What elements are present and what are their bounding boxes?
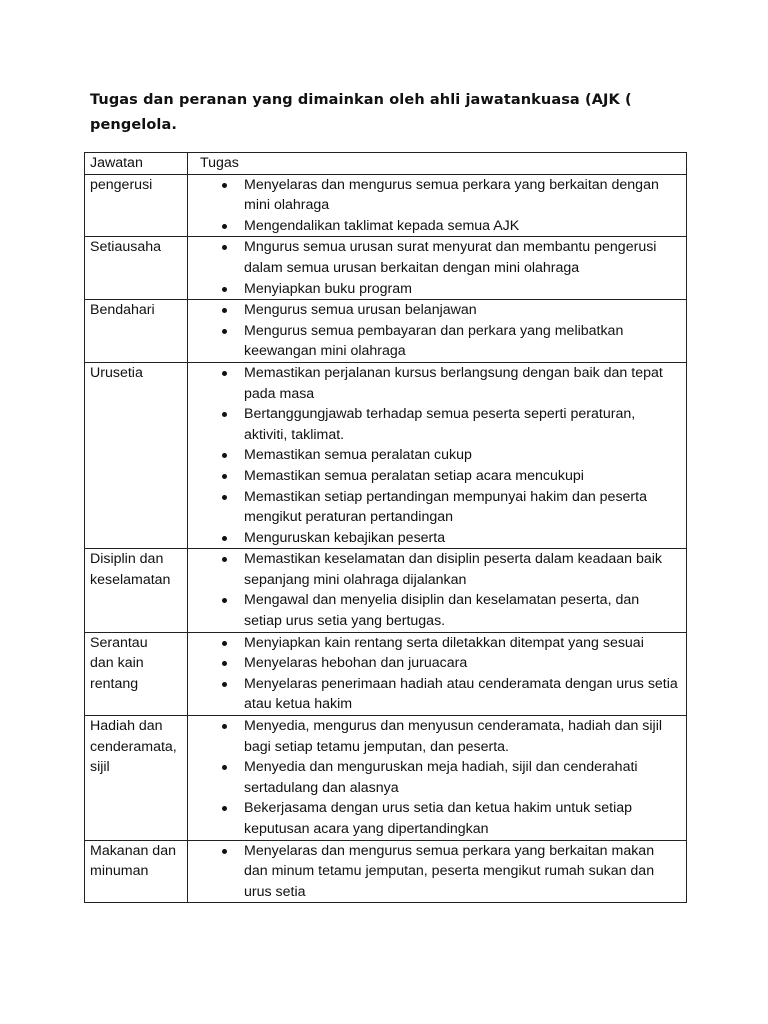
role-label-line: dan kain	[90, 655, 144, 672]
bullet-icon	[222, 536, 227, 541]
role-cell	[85, 300, 188, 363]
header-tugas: Tugas	[188, 153, 687, 175]
task-text: Mengawal dan menyelia disiplin dan keselamatan peserta, dan setiap urus setia yang bertugas.	[244, 592, 640, 630]
role-cell	[85, 716, 188, 841]
bullet-icon	[222, 183, 227, 188]
document-title	[90, 88, 690, 138]
bullet-icon	[222, 641, 227, 646]
bullet-icon	[222, 598, 227, 603]
task-text: Mengendalikan taklimat kepada semua AJK	[244, 217, 520, 234]
task-list	[193, 549, 682, 631]
bullet-icon	[222, 495, 227, 500]
list-item	[193, 633, 678, 654]
bullet-icon	[222, 474, 227, 479]
table-row	[85, 840, 687, 903]
list-item	[193, 445, 678, 466]
bullet-icon	[222, 308, 227, 313]
table-row	[85, 362, 687, 548]
table-row	[85, 549, 687, 632]
role-cell	[85, 362, 188, 548]
task-list	[193, 300, 682, 362]
table-row	[85, 300, 687, 363]
task-list	[193, 716, 682, 840]
role-cell	[85, 840, 188, 903]
role-label-line: pengerusi	[90, 176, 153, 193]
title-line-1: Tugas dan peranan yang dimainkan oleh ahli jawatankuasa (AJK (	[90, 92, 632, 108]
task-text: Menyelaras dan mengurus semua perkara yang berkaitan dengan mini olahraga	[244, 176, 659, 214]
list-item	[193, 549, 678, 590]
tasks-cell	[188, 237, 687, 300]
role-label-line: Bendahari	[90, 302, 155, 319]
task-text: Memastikan keselamatan dan disiplin peserta dalam keadaan baik sepanjang mini olahraga dijalankan	[244, 551, 662, 588]
list-item	[193, 757, 678, 798]
task-text: Menyiapkan buku program	[244, 280, 412, 297]
tasks-cell	[188, 632, 687, 715]
task-list	[193, 175, 682, 237]
list-item	[193, 321, 678, 362]
role-label-line: cenderamata,	[90, 738, 177, 755]
list-item	[193, 590, 678, 631]
task-text: Mengurus semua urusan belanjawan	[244, 302, 477, 319]
tasks-cell	[188, 549, 687, 632]
list-item	[193, 300, 678, 321]
bullet-icon	[222, 412, 227, 417]
bullet-icon	[222, 661, 227, 666]
role-cell	[85, 632, 188, 715]
table-row	[85, 237, 687, 300]
tasks-cell	[188, 840, 687, 903]
table-row	[85, 632, 687, 715]
bullet-icon	[222, 682, 227, 687]
role-label-line: sijil	[90, 759, 110, 776]
tasks-cell	[188, 300, 687, 363]
task-text: Bertanggungjawab terhadap semua peserta seperti peraturan, aktiviti, taklimat.	[244, 406, 636, 443]
table-header-row	[85, 153, 687, 175]
task-text: Mengurus semua pembayaran dan perkara yang melibatkan keewangan mini olahraga	[244, 322, 624, 360]
roles-table	[84, 152, 687, 903]
bullet-icon	[222, 224, 227, 229]
bullet-icon	[222, 724, 227, 729]
bullet-icon	[222, 245, 227, 250]
bullet-icon	[222, 806, 227, 811]
bullet-icon	[222, 849, 227, 854]
task-text: Memastikan semua peralatan cukup	[244, 447, 472, 464]
table-row	[85, 174, 687, 237]
role-label-line: Setiausaha	[90, 239, 161, 256]
task-text: Memastikan setiap pertandingan mempunyai hakim dan peserta mengikut peraturan pertandingan	[244, 488, 647, 526]
task-text: Menyelaras dan mengurus semua perkara yang berkaitan makan dan minum tetamu jemputan, peserta mengikut rumah sukan dan urus setia	[244, 842, 655, 900]
list-item	[193, 279, 678, 300]
list-item	[193, 175, 678, 216]
bullet-icon	[222, 453, 227, 458]
tasks-cell	[188, 716, 687, 841]
tasks-cell	[188, 174, 687, 237]
role-label-line: rentang	[90, 675, 139, 692]
list-item	[193, 798, 678, 839]
bullet-icon	[222, 329, 227, 334]
role-label-line: Makanan dan	[90, 842, 176, 859]
task-list	[193, 633, 682, 715]
table-body	[85, 174, 687, 903]
tasks-cell	[188, 362, 687, 548]
task-list	[193, 237, 682, 299]
header-jawatan: Jawatan	[85, 153, 188, 175]
role-cell	[85, 549, 188, 632]
list-item	[193, 216, 678, 237]
list-item	[193, 841, 678, 903]
task-text: Mngurus semua urusan surat menyurat dan membantu pengerusi dalam semua urusan berkaitan dengan mini olahraga	[244, 239, 657, 276]
task-text: Menyiapkan kain rentang serta diletakkan ditempat yang sesuai	[244, 634, 644, 651]
role-label-line: minuman	[90, 863, 149, 880]
list-item	[193, 363, 678, 404]
bullet-icon	[222, 765, 227, 770]
role-label-line: keselamatan	[90, 571, 171, 588]
table-row	[85, 716, 687, 841]
task-text: Menyelaras penerimaan hadiah atau cenderamata dengan urus setia atau ketua hakim	[244, 675, 678, 713]
task-text: Bekerjasama dengan urus setia dan ketua hakim untuk setiap keputusan acara yang dipertandingkan	[244, 800, 633, 837]
role-cell	[85, 174, 188, 237]
task-text: Memastikan perjalanan kursus berlangsung dengan baik dan tepat pada masa	[244, 364, 663, 402]
list-item	[193, 466, 678, 487]
list-item	[193, 237, 678, 278]
bullet-icon	[222, 371, 227, 376]
role-label-line: Hadiah dan	[90, 718, 163, 735]
role-cell	[85, 237, 188, 300]
task-list	[193, 841, 682, 903]
list-item	[193, 716, 678, 757]
task-text: Memastikan semua peralatan setiap acara mencukupi	[244, 467, 584, 484]
list-item	[193, 528, 678, 549]
task-text: Menyelaras hebohan dan juruacara	[244, 655, 468, 672]
task-text: Menguruskan kebajikan peserta	[244, 529, 446, 546]
task-text: Menyedia dan menguruskan meja hadiah, sijil dan cenderahati sertadulang dan alasnya	[244, 759, 638, 796]
list-item	[193, 653, 678, 674]
role-label-line: Urusetia	[90, 364, 143, 381]
task-list	[193, 363, 682, 548]
role-label-line: Serantau	[90, 634, 148, 651]
bullet-icon	[222, 557, 227, 562]
list-item	[193, 404, 678, 445]
title-line-2: pengelola.	[90, 117, 177, 133]
bullet-icon	[222, 287, 227, 292]
task-text: Menyedia, mengurus dan menyusun cenderamata, hadiah dan sijil bagi setiap tetamu jemputan, dan peserta.	[244, 718, 662, 755]
list-item	[193, 674, 678, 715]
role-label-line: Disiplin dan	[90, 551, 164, 568]
list-item	[193, 487, 678, 528]
